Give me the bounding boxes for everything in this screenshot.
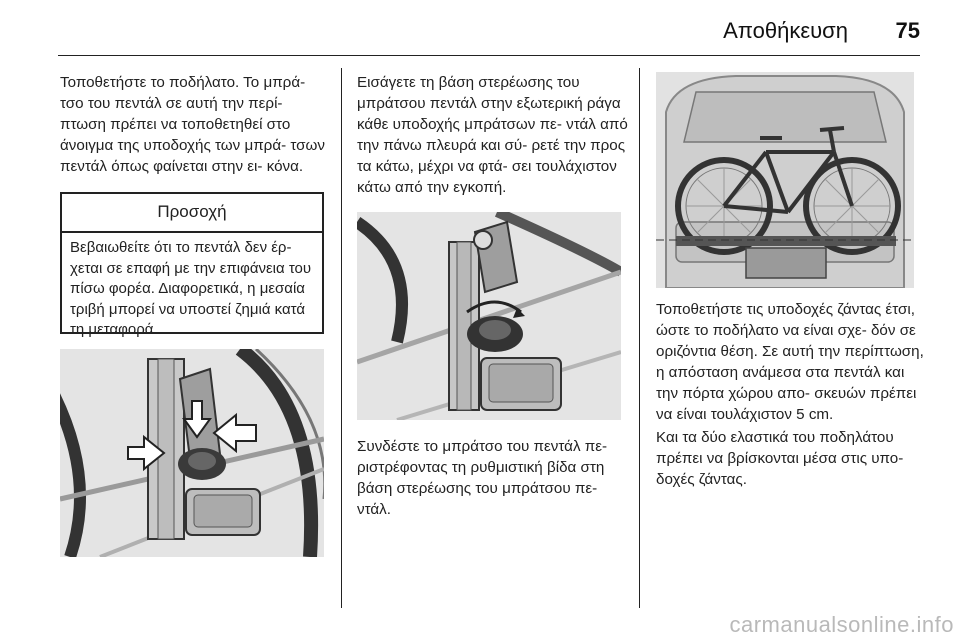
column-divider-right — [639, 68, 640, 608]
column2-after-figure: Συνδέστε το μπράτσο του πεντάλ πε- ριστρέφοντας τη ρυθμιστική βίδα στη βάση στερέωσης του μπράτσου πε- ντάλ. — [357, 438, 608, 518]
warning-box — [60, 192, 324, 338]
watermark: carmanualsonline.info — [729, 612, 954, 637]
column3-para2: Και τα δύο ελαστικά του ποδηλάτου πρέπει να βρίσκονται μέσα στις υπο- δοχές ζάντας. — [656, 429, 904, 488]
figure-bicycle-carrier — [656, 72, 914, 288]
header-title: Αποθήκευση — [723, 18, 848, 43]
header-rule — [58, 55, 920, 56]
column3-para1: Τοποθετήστε τις υποδοχές ζάντας έτσι, ώστε το ποδήλατο να είναι σχε- δόν σε οριζόντια θέση. Σε αυτή την περίπτωση, η απόσταση ανάμεσα στα πεντάλ και την πόρτα χώρου απο- σκευών πρέπει να είναι τουλάχιστον 5 cm. — [656, 301, 924, 423]
warning-text: Βεβαιωθείτε ότι το πεντάλ δεν έρ- χεται σε επαφή με την επιφάνεια του πίσω φορέα. Διαφορετικά, η μεσαία τριβή μπορεί να υποστεί ζημιά κατά τη μεταφορά. — [70, 239, 312, 338]
page-number: 75 — [895, 18, 920, 43]
warning-rule — [62, 231, 322, 233]
figure-pedal-clamp — [357, 212, 621, 420]
column1-intro: Τοποθετήστε το ποδήλατο. Το μπρά- τσο του πεντάλ σε αυτή την περί- πτωση πρέπει να τοποθετηθεί στο άνοιγμα της υποδοχής των μπρά- τσων πεντάλ όπως φαίνεται στην ει- κόνα. — [60, 74, 325, 175]
column-divider-left — [341, 68, 342, 608]
warning-title: Προσοχή — [157, 202, 227, 221]
figure-pedal-holder — [60, 349, 324, 557]
column2-intro: Εισάγετε τη βάση στερέωσης του μπράτσου πεντάλ στην εξωτερική ράγα κάθε υποδοχής μπράτσων πε- ντάλ από την πάνω πλευρά και σύ- ρετέ την προς τα κάτω, μέχρι να φτά- σει τουλάχιστον κάτω από την εγκοπή. — [357, 74, 628, 196]
